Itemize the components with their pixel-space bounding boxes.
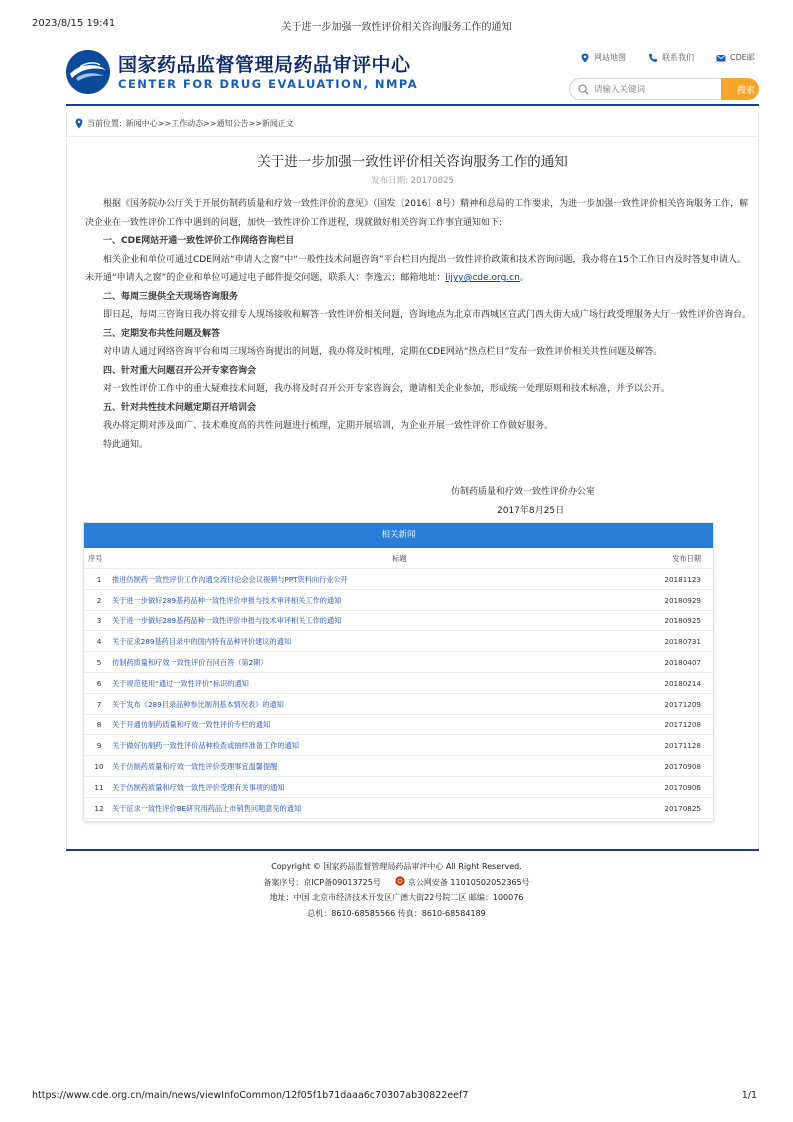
row-date: 20180929 bbox=[664, 595, 701, 605]
row-date: 20170908 bbox=[664, 762, 701, 771]
table-row bbox=[84, 798, 713, 819]
breadcrumb bbox=[75, 118, 294, 129]
content-area bbox=[66, 112, 759, 850]
header-divider bbox=[66, 104, 759, 106]
table-row bbox=[84, 569, 713, 590]
location-pin-icon bbox=[75, 118, 83, 129]
row-title-link[interactable]: 关于仿制药质量和疗效一致性评价受理有关事项的通知 bbox=[112, 782, 285, 792]
mail-icon bbox=[716, 53, 726, 63]
table-row bbox=[84, 714, 713, 735]
col-header-title: 标题 bbox=[392, 554, 407, 563]
row-date: 20170825 bbox=[664, 803, 701, 813]
search-icon bbox=[578, 84, 589, 95]
breadcrumb-divider bbox=[67, 136, 758, 137]
related-news-header-row bbox=[84, 548, 713, 569]
cde-logo-icon[interactable] bbox=[66, 50, 110, 94]
row-date: 20171208 bbox=[664, 720, 701, 730]
print-timestamp: 2023/8/15 19:41 bbox=[32, 18, 116, 29]
signer: 仿制药质量和疗效一致性评价办公室 bbox=[451, 487, 596, 497]
sitemap-link[interactable] bbox=[580, 52, 626, 63]
table-row bbox=[84, 673, 713, 694]
section-heading-3: 三、定期发布共性问题及解答 bbox=[103, 328, 221, 339]
table-row bbox=[84, 610, 713, 631]
print-url: https://www.cde.org.cn/main/news/viewInfoCommon/12f05f1b71daaa6c70307ab30822eef7 bbox=[32, 1090, 469, 1101]
article-intro: 根据《国务院办公厅关于开展仿制药质量和疗效一致性评价的意见》（国发〔2016〕8号）精神和总局的工作要求，为进一步加强一致性评价相关咨询服务工作，解决企业在一致性评价工作中遇到的问题，加快一致性评价工作进程，现就做好相关咨询工作事宜通知如下: bbox=[85, 199, 749, 228]
table-row bbox=[84, 652, 713, 673]
table-row bbox=[84, 694, 713, 715]
row-number: 1 bbox=[96, 574, 102, 584]
table-row bbox=[84, 590, 713, 611]
footer-divider bbox=[66, 849, 759, 851]
site-name-en: CENTER FOR DRUG EVALUATION, NMPA bbox=[118, 77, 419, 91]
breadcrumb-label: 当前位置: bbox=[87, 119, 122, 128]
article-title: 关于进一步加强一致性评价相关咨询服务工作的通知 bbox=[257, 154, 568, 170]
row-date: 20170906 bbox=[664, 782, 701, 792]
row-number: 7 bbox=[96, 699, 102, 709]
search-button[interactable]: 搜索 bbox=[721, 78, 759, 100]
section-paragraph-4: 对一致性评价工作中的重大疑难技术问题，我办将及时召开公开专家咨询会，邀请相关企业参加，形成统一处理原则和技术标准，并予以公开。 bbox=[103, 384, 671, 394]
search-input[interactable] bbox=[594, 82, 724, 97]
section-heading-4: 四、针对重大问题召开公开专家咨询会 bbox=[103, 365, 257, 376]
section-paragraph-1 bbox=[85, 251, 752, 288]
table-row bbox=[84, 735, 713, 756]
section-paragraph-5: 我办将定期对涉及面广、技术难度高的共性问题进行梳理，定期开展培训，为企业开展一致性评价工作做好服务。 bbox=[103, 421, 554, 431]
col-header-date: 发布日期 bbox=[672, 554, 701, 563]
footer-registration bbox=[0, 875, 793, 891]
top-links bbox=[576, 52, 759, 66]
section-heading-5: 五、针对共性技术问题定期召开培训会 bbox=[103, 402, 257, 413]
row-number: 3 bbox=[96, 616, 102, 626]
row-title-link[interactable]: 关于征求289基药目录中的国内特有品种评价建议的通知 bbox=[112, 637, 292, 647]
phone-icon bbox=[648, 53, 658, 63]
row-title-link[interactable]: 关于发布《289目录品种参比制剂基本情况表》的通知 bbox=[112, 699, 284, 709]
row-title-link[interactable]: 关于仿制药质量和疗效一致性评价受理事宜温馨提醒 bbox=[112, 762, 278, 771]
print-page-title: 关于进一步加强一致性评价相关咨询服务工作的通知 bbox=[281, 22, 512, 33]
row-title-link[interactable]: 关于规范使用“通过一致性评价”标识的通知 bbox=[112, 678, 249, 688]
section-paragraph-1-end: 。 bbox=[519, 273, 529, 283]
print-page-number: 1/1 bbox=[741, 1090, 757, 1101]
section-heading-2: 二、每周三提供全天现场咨询服务 bbox=[103, 291, 239, 302]
row-title-link[interactable]: 仿制药质量和疗效一致性评价百问百答（第2期） bbox=[112, 658, 268, 667]
footer-icp[interactable]: 备案序号：京ICP备09013725号 bbox=[263, 877, 381, 887]
row-date: 20181123 bbox=[664, 574, 701, 584]
breadcrumb-path[interactable]: 新闻中心>>工作动态>>通知公告>>新闻正文 bbox=[125, 119, 294, 128]
row-number: 9 bbox=[96, 741, 102, 751]
related-news-table bbox=[83, 522, 714, 822]
site-header bbox=[66, 46, 759, 104]
row-title-link[interactable]: 关于进一步做好289基药品种一致性评价申报与技术审评相关工作的通知 bbox=[112, 595, 342, 605]
table-row bbox=[84, 777, 713, 798]
row-number: 8 bbox=[96, 720, 102, 730]
closing-line: 特此通知。 bbox=[103, 439, 149, 450]
publish-date-label: 发布日期: bbox=[371, 176, 408, 186]
police-badge-icon bbox=[395, 876, 405, 886]
section-paragraph-2: 即日起，每周三咨询日我办将安排专人现场接收和解答一致性评价相关问题，咨询地点为北京市西城区宣武门西大街大成广场行政受理服务大厅一致性评价咨询台。 bbox=[103, 310, 752, 320]
sign-date: 2017年8月25日 bbox=[497, 506, 565, 516]
location-pin-icon bbox=[580, 53, 590, 63]
contact-link[interactable] bbox=[648, 52, 694, 63]
search-box bbox=[569, 78, 729, 100]
publish-date bbox=[67, 174, 758, 186]
row-title-link[interactable]: 关于做好仿制药一致性评价品种检查或抽样准备工作的通知 bbox=[112, 741, 299, 751]
row-title-link[interactable]: 关于开通仿制药质量和疗效一致性评价专栏的通知 bbox=[112, 720, 271, 730]
related-news-heading: 相关新闻 bbox=[84, 523, 713, 548]
row-number: 2 bbox=[96, 595, 102, 605]
section-paragraph-1-text: 相关企业和单位可通过CDE网站“申请人之窗”中“一般性技术问题咨询”平台栏目内提出一致性评价政策和技术咨询问题，我办将在15个工作日内及时答复申请人。未开通“申请人之窗”的企业和单位可通过电子邮件提交问题，联系人：李逸云；邮箱地址： bbox=[85, 254, 747, 283]
article-body bbox=[85, 195, 752, 454]
row-number: 5 bbox=[96, 658, 102, 667]
row-number: 6 bbox=[96, 678, 102, 688]
contact-label: 联系我们 bbox=[662, 53, 694, 62]
row-date: 20180925 bbox=[664, 616, 701, 626]
sitemap-label: 网站地图 bbox=[594, 53, 626, 62]
section-heading-1: 一、CDE网站开通一致性评价工作网络咨询栏目 bbox=[103, 236, 295, 246]
print-header bbox=[32, 18, 761, 32]
footer-copyright: Copyright © 国家药品监督管理局药品审评中心 All Right Reserved. bbox=[271, 862, 522, 871]
col-header-no: 序号 bbox=[88, 554, 103, 563]
row-number: 4 bbox=[96, 637, 102, 647]
footer-phone: 总机：8610-68585566 传真：8610-68584189 bbox=[307, 908, 486, 918]
section-paragraph-3: 对申请人通过网络咨询平台和周三现场咨询提出的问题，我办将及时梳理，定期在CDE网站“热点栏目”发布一致性评价相关共性问题及解答。 bbox=[103, 347, 663, 357]
footer-police[interactable]: 京公网安备 11010502052365号 bbox=[407, 877, 530, 887]
print-footer bbox=[32, 1090, 757, 1104]
row-number: 11 bbox=[94, 782, 104, 792]
site-name-cn: 国家药品监督管理局药品审评中心 bbox=[118, 54, 411, 76]
row-number: 10 bbox=[94, 762, 104, 771]
publish-date-value: 20170825 bbox=[410, 176, 454, 186]
row-date: 20180407 bbox=[664, 658, 701, 667]
contact-email-link[interactable]: lijyy@cde.org.cn bbox=[445, 273, 520, 283]
row-date: 20171209 bbox=[664, 699, 701, 709]
site-footer bbox=[0, 859, 793, 921]
table-row bbox=[84, 756, 713, 777]
row-number: 12 bbox=[94, 803, 104, 813]
table-row bbox=[84, 631, 713, 652]
row-date: 20180731 bbox=[664, 637, 701, 647]
row-date: 20180214 bbox=[664, 678, 701, 688]
row-title-link[interactable]: 推进仿制药一致性评价工作沟通交流讨论会会议视频与PPT资料向行业公开 bbox=[112, 574, 348, 584]
footer-address: 地址：中国 北京市经济技术开发区广德大街22号院二区 邮编：100076 bbox=[269, 893, 524, 902]
cde-mail-label: CDE邮 bbox=[730, 53, 755, 62]
cde-mail-link[interactable] bbox=[716, 52, 755, 63]
row-date: 20171128 bbox=[664, 741, 701, 751]
row-title-link[interactable]: 关于进一步做好289基药品种一致性评价申报与技术审评相关工作的通知 bbox=[112, 616, 342, 626]
row-title-link[interactable]: 关于征求一致性评价BE研究用药品上市销售问题意见的通知 bbox=[112, 803, 302, 813]
